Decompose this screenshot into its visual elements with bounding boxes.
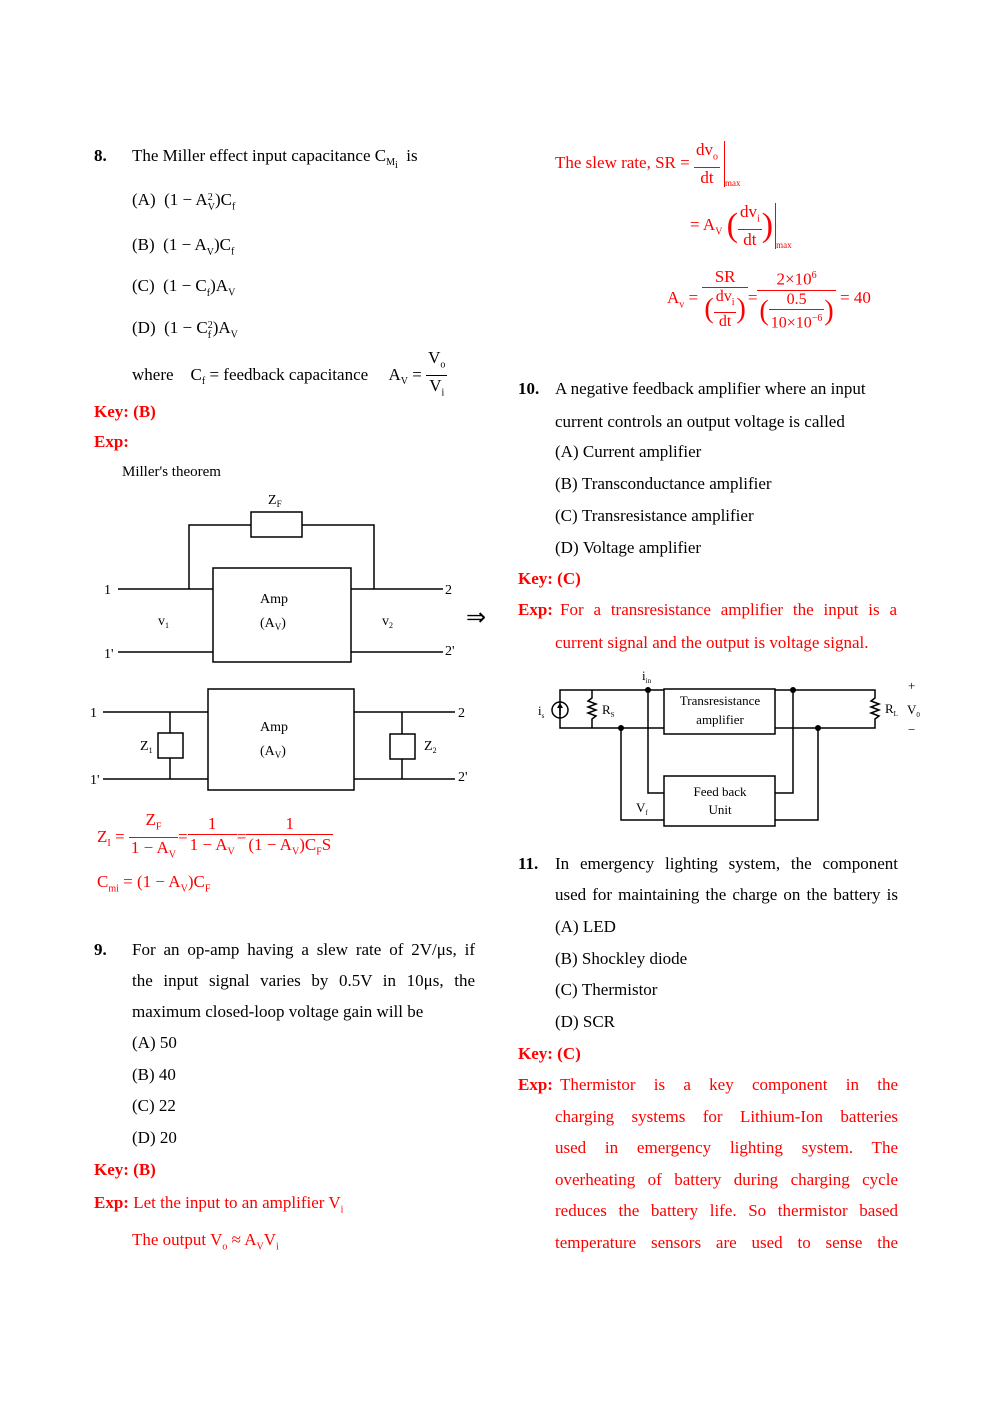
slew-eq1 bbox=[555, 140, 740, 188]
sub: f bbox=[206, 288, 211, 299]
plus-sign: + bbox=[908, 678, 916, 693]
av-label-2: $(A_V)$ bbox=[260, 744, 286, 760]
option bbox=[555, 538, 701, 558]
lhs: Z bbox=[97, 826, 108, 846]
option-expr: )A bbox=[212, 317, 231, 337]
sub: I bbox=[107, 838, 111, 850]
sup-sub-stack bbox=[208, 193, 215, 213]
inner-frac bbox=[714, 288, 737, 331]
sub: V bbox=[256, 1241, 264, 1253]
lhs: C bbox=[97, 872, 109, 891]
sub: F bbox=[155, 821, 162, 833]
q8-where: where $C_f$ = feedback capacitance $A_V$ = $\frac{V_o}{V_i}$ bbox=[132, 348, 447, 404]
sup: 2 bbox=[207, 320, 213, 331]
node-2p: 2' bbox=[445, 644, 455, 659]
text-line: For an op-amp having a slew rate of 2V/μs, if bbox=[132, 940, 475, 959]
av-fraction bbox=[426, 348, 447, 404]
q9-key: Key: (B) bbox=[94, 1160, 156, 1179]
text-line: current signal and the output is voltage signal. bbox=[555, 633, 869, 652]
rl-label: $R_L$ bbox=[885, 701, 898, 718]
q9-number: 9. bbox=[94, 940, 107, 959]
sub: V bbox=[291, 846, 300, 858]
inner-frac bbox=[769, 291, 825, 332]
sub: F bbox=[204, 883, 211, 895]
text: The slew rate, SR = bbox=[555, 153, 690, 173]
option-label: (B) bbox=[555, 948, 578, 968]
option-expr: (1 − A bbox=[163, 234, 207, 254]
slew-eq3: $A_v$ = SR ( $\frac{dv_i}{dt}$ ) = $2\times 10^6$ ( $\frac{0.5}{10\times 10^{-6}}$ ) = 40 bbox=[667, 266, 871, 331]
num: 1 bbox=[246, 814, 333, 835]
option-text: 20 bbox=[159, 1128, 177, 1148]
z2-label: $Z_2$ bbox=[424, 739, 437, 755]
den: dt bbox=[700, 168, 714, 188]
option-text: Transconductance amplifier bbox=[581, 474, 772, 493]
slew-eq2: = $A_V$ ( $\frac{dv_i}{dt}$ )$_{max}$ bbox=[690, 202, 792, 251]
node-2p-b: 2' bbox=[458, 770, 468, 785]
option-label: (B) bbox=[555, 474, 578, 493]
option-label: (C) bbox=[555, 980, 578, 1000]
sub: V bbox=[180, 883, 188, 895]
z1-label: $Z_1$ bbox=[140, 739, 153, 755]
option-label: (A) bbox=[555, 442, 579, 461]
option-label: (C) bbox=[555, 506, 578, 525]
q11-key: Key: (C) bbox=[518, 1044, 581, 1063]
amp-label: Amp bbox=[260, 592, 288, 607]
option bbox=[132, 1033, 177, 1053]
sub: i bbox=[731, 297, 735, 309]
q11-number: 11. bbox=[518, 854, 539, 873]
sub: mi bbox=[108, 883, 119, 895]
text: V bbox=[263, 1230, 277, 1249]
q10-exp-label: Exp: bbox=[518, 600, 553, 619]
amp-label-2: amplifier bbox=[696, 712, 744, 727]
option-label: (C) bbox=[132, 1096, 155, 1116]
q8-tail: is bbox=[406, 146, 418, 165]
option-label: (D) bbox=[555, 538, 579, 557]
option-expr: )A bbox=[210, 275, 229, 295]
sub: V bbox=[227, 846, 235, 858]
cf-def: = feedback capacitance bbox=[205, 364, 369, 384]
option-text: 22 bbox=[158, 1096, 176, 1116]
frac bbox=[694, 140, 720, 188]
num: dv bbox=[715, 287, 732, 305]
max: max bbox=[776, 240, 792, 251]
option-text: LED bbox=[582, 917, 616, 936]
den: 1 − A bbox=[189, 834, 228, 854]
option bbox=[132, 1096, 176, 1116]
sub: f bbox=[231, 201, 236, 213]
v1-label: $v_1$ bbox=[158, 614, 169, 630]
where-text: where bbox=[132, 364, 174, 384]
av: A bbox=[388, 364, 401, 384]
sup: 2 bbox=[207, 192, 213, 203]
text: The output V bbox=[132, 1230, 223, 1249]
feedback-label: Feed back bbox=[693, 784, 747, 799]
text-line: A negative feedback amplifier where an input bbox=[555, 379, 866, 398]
q8-option bbox=[132, 275, 235, 299]
num: V bbox=[428, 348, 441, 367]
option-label: (A) bbox=[555, 917, 579, 936]
sub: f bbox=[207, 330, 212, 341]
option-label: (B) bbox=[132, 234, 155, 254]
option-expr: (1 − C bbox=[163, 275, 207, 295]
frac-3 bbox=[246, 814, 333, 862]
cf: C bbox=[190, 364, 202, 384]
text-line: Thermistor is a key component in the bbox=[560, 1075, 898, 1094]
sub: i bbox=[757, 213, 760, 225]
option-expr: (1 − C bbox=[164, 317, 208, 337]
option bbox=[555, 949, 687, 969]
sup: −6 bbox=[811, 312, 823, 324]
frac-1 bbox=[129, 810, 178, 866]
sub: V bbox=[168, 849, 176, 861]
amp-label-2: Amp bbox=[260, 720, 288, 735]
option-text: 40 bbox=[158, 1064, 176, 1084]
feedback-label-2: Unit bbox=[708, 802, 732, 817]
den: dt bbox=[743, 230, 757, 250]
q9-output bbox=[132, 1230, 279, 1252]
result: = 40 bbox=[839, 287, 871, 307]
sub: V bbox=[228, 287, 236, 299]
node-1-b: 1 bbox=[90, 706, 97, 721]
den: )C bbox=[299, 834, 317, 854]
amp-label: Transresistance bbox=[679, 693, 761, 708]
arrow-icon: ⇒ bbox=[466, 605, 487, 631]
q8-question bbox=[132, 146, 418, 171]
q9-exp bbox=[94, 1193, 343, 1215]
sub: V bbox=[207, 202, 215, 213]
vo-label: $V_0$ bbox=[907, 702, 920, 719]
q8-number: 8. bbox=[94, 146, 107, 165]
sub: V bbox=[715, 226, 723, 238]
transresistance-diagram bbox=[530, 660, 930, 840]
option-text: Shockley diode bbox=[581, 948, 688, 968]
sub: o bbox=[712, 151, 718, 163]
option-text: Current amplifier bbox=[582, 442, 702, 461]
sub: V bbox=[206, 247, 214, 258]
num: dv bbox=[740, 202, 757, 221]
text-line: overheating of battery during charging cycle bbox=[555, 1169, 898, 1189]
option bbox=[555, 980, 657, 1000]
rhs: = (1 − A bbox=[118, 872, 181, 891]
text-line: the input signal varies by 0.5V in 10μs, the bbox=[132, 971, 475, 990]
q10-number: 10. bbox=[518, 379, 540, 398]
node-2-b: 2 bbox=[458, 706, 465, 721]
q10-key: Key: (C) bbox=[518, 569, 581, 588]
minus-sign: − bbox=[908, 722, 916, 737]
iin-label: $i_{in}$ bbox=[642, 668, 652, 685]
sub: V bbox=[230, 329, 238, 341]
text-line: In emergency lighting system, the component bbox=[555, 854, 898, 873]
den: S bbox=[321, 834, 332, 854]
sub: V bbox=[400, 376, 408, 388]
sup-sub-stack bbox=[207, 238, 214, 258]
den: dt bbox=[718, 313, 732, 331]
rhs: )C bbox=[187, 872, 205, 891]
option-text: 50 bbox=[159, 1033, 177, 1052]
sub: i bbox=[340, 1204, 344, 1216]
sub: M bbox=[386, 157, 396, 169]
option-expr: )C bbox=[214, 234, 231, 254]
q8-option bbox=[132, 234, 234, 258]
text: ≈ A bbox=[227, 1230, 257, 1249]
q8-key: Key: (B) bbox=[94, 402, 156, 421]
option bbox=[555, 474, 772, 494]
sub: i bbox=[395, 160, 398, 172]
num: 0.5 bbox=[769, 291, 825, 310]
text-line: used for maintaining the charge on the battery is bbox=[555, 885, 898, 904]
option bbox=[555, 442, 701, 462]
vf-label: $V_f$ bbox=[636, 800, 648, 817]
option-expr: )C bbox=[214, 189, 232, 209]
exp-text: Let the input to an amplifier V bbox=[133, 1193, 341, 1212]
text-line: used in emergency lighting system. The bbox=[555, 1138, 898, 1157]
text-line: For a transresistance amplifier the input is a bbox=[560, 600, 897, 619]
rs-label: $R_S$ bbox=[602, 702, 615, 719]
option bbox=[555, 506, 754, 526]
miller-diagram bbox=[90, 482, 510, 802]
num: dv bbox=[695, 140, 713, 159]
node-2: 2 bbox=[445, 583, 452, 598]
node-1p: 1' bbox=[104, 647, 114, 662]
node-1p-b: 1' bbox=[90, 773, 100, 788]
frac: $2\times 10^6$ ( $\frac{0.5}{10\times 10^{-6}}$ ) bbox=[757, 266, 835, 332]
den: 10×10 bbox=[770, 313, 812, 331]
option-label: (C) bbox=[132, 275, 155, 295]
option-label: (B) bbox=[132, 1064, 155, 1084]
option-text: Transresistance amplifier bbox=[581, 506, 754, 525]
den: V bbox=[429, 376, 442, 396]
den: 1 − A bbox=[130, 838, 169, 858]
node-1: 1 bbox=[104, 583, 111, 598]
exp-label: Exp: bbox=[94, 1193, 129, 1212]
option bbox=[132, 1065, 176, 1085]
option-label: (A) bbox=[132, 1033, 156, 1052]
option-label: (D) bbox=[132, 1128, 156, 1148]
text: A bbox=[667, 287, 680, 307]
num: SR bbox=[702, 267, 747, 288]
num: 1 bbox=[188, 814, 237, 835]
q8-exp-label: Exp: bbox=[94, 432, 129, 451]
option-label: (D) bbox=[132, 317, 156, 337]
sub: f bbox=[231, 246, 235, 258]
sub: f bbox=[201, 376, 206, 388]
den: (1 − A bbox=[248, 834, 292, 854]
option-expr: (1 − A bbox=[164, 189, 208, 209]
text-line: charging systems for Lithium-Ion batteries bbox=[555, 1106, 898, 1126]
sub: i bbox=[441, 387, 445, 399]
text-line: current controls an output voltage is called bbox=[555, 412, 845, 431]
option bbox=[132, 1128, 177, 1148]
sub: o bbox=[440, 359, 446, 371]
option bbox=[555, 1012, 615, 1032]
sub: F bbox=[316, 846, 322, 858]
q11-exp-label: Exp: bbox=[518, 1075, 553, 1094]
miller-theorem-label: Miller's theorem bbox=[122, 464, 221, 480]
q8-text: The Miller effect input capacitance C bbox=[132, 146, 387, 165]
option-text: Thermistor bbox=[581, 980, 658, 1000]
option bbox=[555, 917, 616, 937]
sup: 6 bbox=[811, 270, 817, 281]
is-label: $i_s$ bbox=[538, 703, 545, 720]
option-text: SCR bbox=[582, 1012, 615, 1032]
sub: v bbox=[679, 299, 685, 311]
sub: i bbox=[276, 1241, 279, 1253]
option-text: Voltage amplifier bbox=[582, 538, 702, 557]
frac: SR ( $\frac{dv_i}{dt}$ ) bbox=[704, 266, 746, 331]
text: = A bbox=[690, 215, 716, 235]
q8-option bbox=[132, 189, 235, 213]
frac-2 bbox=[188, 814, 237, 862]
av-label: $(A_V)$ bbox=[260, 616, 286, 632]
q8-option bbox=[132, 317, 238, 341]
v2-label: $v_2$ bbox=[382, 614, 393, 630]
option-label: (A) bbox=[132, 189, 156, 209]
sub: o bbox=[222, 1241, 228, 1253]
zf-label: $Z_F$ bbox=[268, 493, 282, 509]
text-line: temperature sensors are used to sense the bbox=[555, 1232, 898, 1252]
text-line: maximum closed-loop voltage gain will be bbox=[132, 1002, 424, 1021]
text-line: reduces the battery life. So thermistor based bbox=[555, 1201, 898, 1220]
miller-eq1: $Z_I$ = $\frac{Z_F}{1 - A_V}$ = $\frac{1}{1 - A_V}$ = $\frac{1}{(1 - A_V)C_FS}$ bbox=[97, 810, 333, 866]
max: max bbox=[724, 178, 741, 189]
miller-eq2 bbox=[97, 872, 210, 894]
frac bbox=[738, 202, 762, 250]
num: 2×10 bbox=[776, 269, 812, 289]
option-label: (D) bbox=[555, 1012, 579, 1032]
num: Z bbox=[145, 810, 156, 829]
